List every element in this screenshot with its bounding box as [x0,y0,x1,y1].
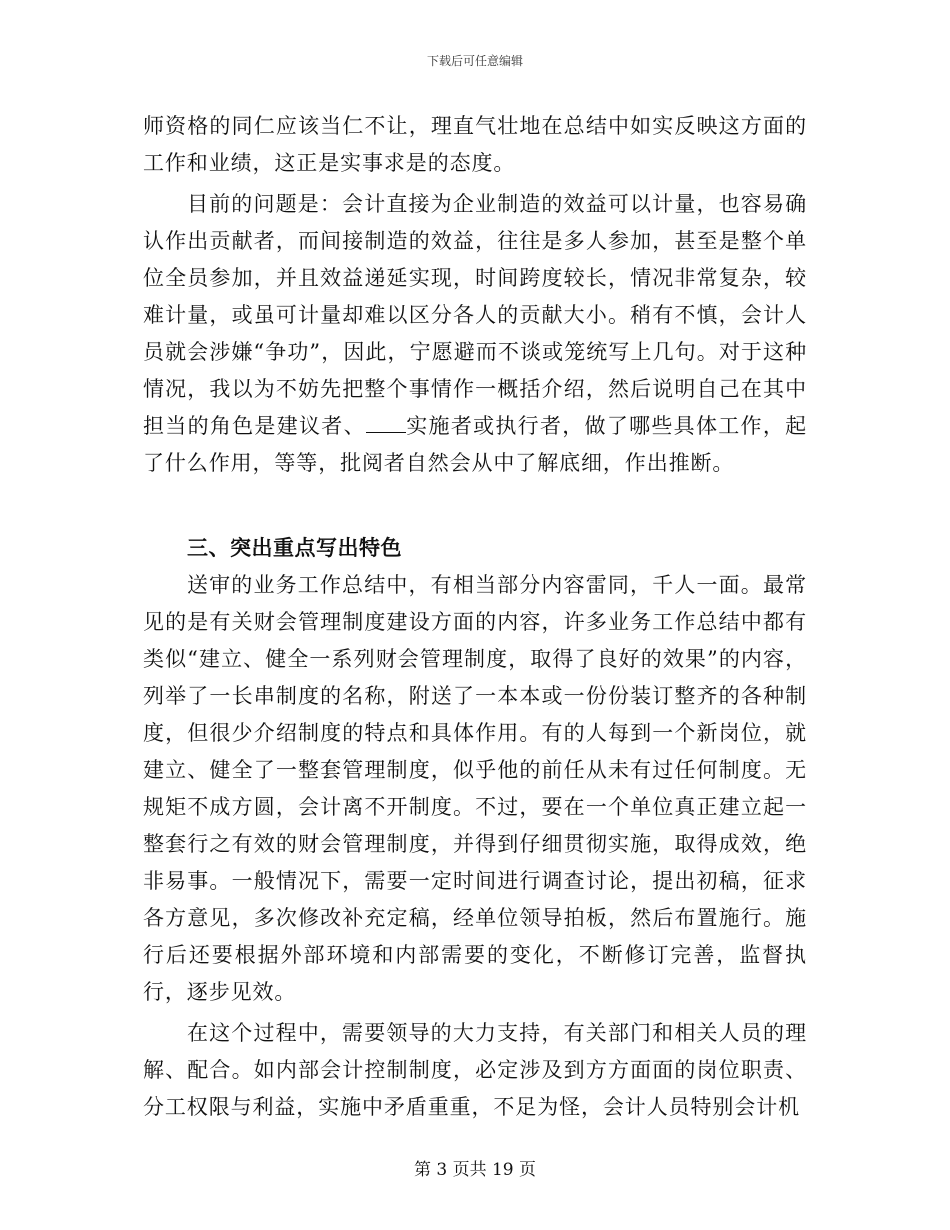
paragraph-2-part-1: 目前的问题是：会计直接为企业制造的效益可以计量，也容易确认作出贡献者，而间接制造的效益，往往是多人参加，甚至是整个单位全员参加，并且效益递延实现，时间跨度较长，情况非常复杂，较难计量，或虽可计量却难以区分各人的贡献大小。稍有不慎，会计人员就会涉嫌“争功”，因此，宁愿避而不谈或笼统写上几句。对于这种情况，我以为不妨先把整个事情作一概括介绍，然后说明自己在其中担当的角色是建议者、 [143,192,807,438]
document-body [143,108,807,1126]
paragraph-2 [143,186,807,482]
page-header: 下载后可任意编辑 [426,54,523,68]
paragraph-1: 师资格的同仁应该当仁不让，理直气壮地在总结中如实反映这方面的工作和业绩，这正是实事求是的态度。 [143,114,807,175]
paragraph-4: 在这个过程中，需要领导的大力支持，有关部门和相关人员的理解、配合。如内部会计控制制度，必定涉及到方方面面的岗位职责、分工权限与利益，实施中矛盾重重，不足为怪，会计人员特别会计机 [143,1021,807,1119]
blank-underline [366,414,406,433]
paragraph-2-part-2: 实施者或执行者，做了哪些具体工作，起了什么作用，等等，批阅者自然会从中了解底细，作出推断。 [143,414,807,475]
page-footer: 第 3 页共 19 页 [413,1160,537,1180]
section-heading: 三、突出重点写出特色 [187,536,402,560]
paragraph-3: 送审的业务工作总结中，有相当部分内容雷同，千人一面。最常见的是有关财会管理制度建设方面的内容，许多业务工作总结中都有类似“建立、健全一系列财会管理制度，取得了良好的效果”的内容，列举了一长串制度的名称，附送了一本本或一份份装订整齐的各种制度，但很少介绍制度的特点和具体作用。有的人每到一个新岗位，就建立、健全了一整套管理制度，似乎他的前任从未有过任何制度。无规矩不成方圆，会计离不开制度。不过，要在一个单位真正建立起一整套行之有效的财会管理制度，并得到仔细贯彻实施，取得成效，绝非易事。一般情况下，需要一定时间进行调查讨论，提出初稿，征求各方意见，多次修改补充定稿，经单位领导拍板，然后布置施行。施行后还要根据外部环境和内部需要的变化，不断修订完善，监督执行，逐步见效。 [143,573,807,1004]
